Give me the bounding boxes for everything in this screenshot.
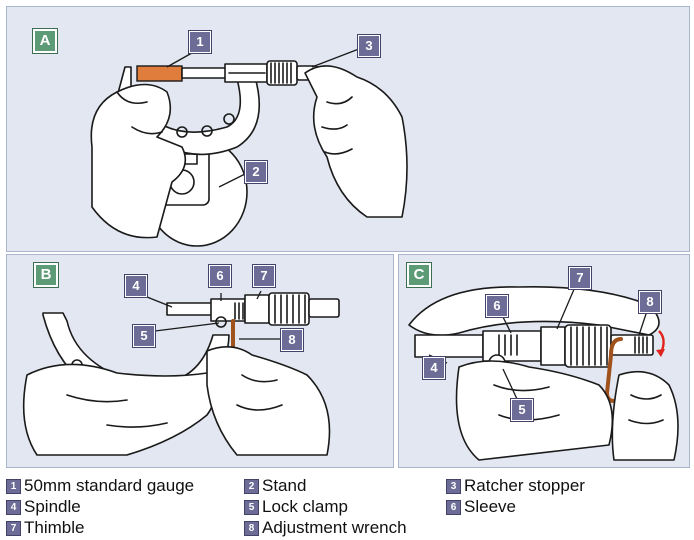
right-hand	[207, 347, 330, 455]
legend-label: Thimble	[24, 518, 85, 537]
thimble	[245, 295, 269, 323]
legend-label: 50mm standard gauge	[24, 476, 195, 495]
callout-7-thimble: 7	[253, 265, 275, 287]
spindle	[182, 68, 227, 78]
legend-label: Stand	[262, 476, 307, 495]
legend-item	[244, 497, 348, 517]
legend-label: Ratcher stopper	[464, 476, 585, 495]
legend-label: Lock clamp	[262, 497, 348, 516]
legend-item	[244, 518, 407, 538]
panel-a-illustration	[7, 7, 689, 251]
spindle	[167, 303, 213, 315]
callout-7-thimble: 7	[569, 267, 591, 289]
callout-5-lock-clamp: 5	[133, 325, 155, 347]
callout-8-wrench: 8	[639, 291, 661, 313]
panel-b	[6, 254, 394, 468]
legend-item	[446, 497, 516, 517]
callout-6-sleeve: 6	[486, 295, 508, 317]
legend-number: 1	[6, 479, 21, 494]
right-hand	[612, 372, 678, 460]
sleeve	[211, 299, 245, 321]
legend-label: Spindle	[24, 497, 81, 516]
callout-4-spindle: 4	[423, 357, 445, 379]
legend-number: 7	[6, 521, 21, 536]
legend-item	[244, 476, 306, 496]
callout-6-sleeve: 6	[209, 265, 231, 287]
spindle	[415, 335, 483, 357]
callout-2-stand: 2	[245, 161, 267, 183]
ratchet	[309, 299, 339, 317]
legend-label: Adjustment wrench	[262, 518, 407, 537]
legend-number: 2	[244, 479, 259, 494]
thimble-knurl	[565, 325, 611, 367]
upper-hand	[409, 287, 659, 335]
panel-b-illustration	[7, 255, 393, 467]
callout-4-spindle: 4	[125, 275, 147, 297]
callout-8-wrench: 8	[281, 329, 303, 351]
legend-number: 3	[446, 479, 461, 494]
callout-5-lock-clamp: 5	[511, 399, 533, 421]
thimble	[541, 327, 565, 365]
legend-item	[446, 476, 585, 496]
legend-item	[6, 476, 194, 496]
legend-number: 8	[244, 521, 259, 536]
callout-3-ratchet: 3	[358, 35, 380, 57]
panel-b-label: B	[34, 263, 58, 287]
legend-item	[6, 497, 81, 517]
panel-c	[398, 254, 690, 468]
legend-number: 5	[244, 500, 259, 515]
left-hand	[24, 364, 215, 455]
lower-hand	[457, 361, 613, 460]
panel-a	[6, 6, 690, 252]
legend-number: 4	[6, 500, 21, 515]
legend-label: Sleeve	[464, 497, 516, 516]
standard-gauge	[137, 66, 182, 81]
callout-1-gauge: 1	[189, 31, 211, 53]
legend	[0, 472, 694, 540]
legend-number: 6	[446, 500, 461, 515]
legend-item	[6, 518, 84, 538]
panel-c-label: C	[407, 263, 431, 287]
panel-a-label: A	[33, 29, 57, 53]
right-hand	[305, 66, 407, 217]
